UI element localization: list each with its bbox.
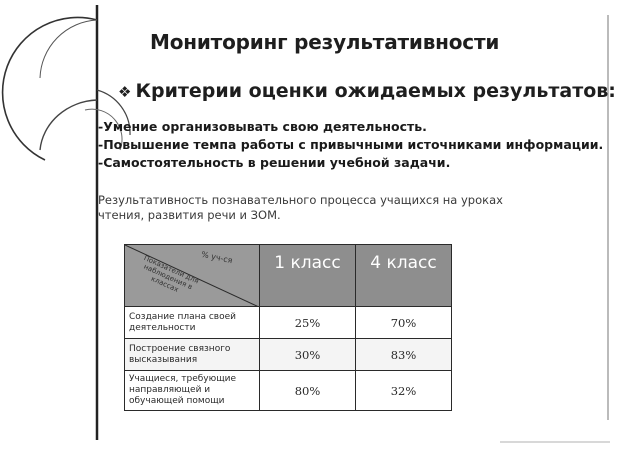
value-cell: 80% — [260, 371, 356, 411]
subtitle-text: Критерии оценки ожидаемых результатов: — [135, 80, 616, 102]
table-corner-cell — [125, 245, 260, 307]
column-header-class-1: 1 класс — [260, 245, 356, 307]
column-header-class-4: 4 класс — [356, 245, 452, 307]
value-cell: 30% — [260, 339, 356, 371]
table-header-row — [125, 245, 452, 307]
criteria-item: -Повышение темпа работы с привычными источниками информации. — [98, 137, 604, 152]
slide-title: Мониторинг результативности — [150, 30, 500, 54]
row-label: Учащиеся, требующие направляющей и обучающей помощи — [125, 371, 260, 411]
table-row — [125, 371, 452, 411]
value-cell: 32% — [356, 371, 452, 411]
description-text: Результативность познавательного процесса учащихся на уроках чтения, развития речи и ЗОМ. — [98, 193, 503, 222]
criteria-item: -Самостоятельность в решении учебной задачи. — [98, 155, 451, 170]
slide-subtitle — [118, 80, 616, 102]
corner-label-indicators: Показатели для наблюдения в классах — [142, 253, 200, 294]
value-cell: 70% — [356, 307, 452, 339]
diamond-bullet-icon: ❖ — [118, 83, 132, 101]
table-row — [125, 307, 452, 339]
results-table — [124, 244, 452, 411]
corner-label-students: % уч-ся — [200, 249, 234, 266]
value-cell: 25% — [260, 307, 356, 339]
value-cell: 83% — [356, 339, 452, 371]
criteria-list — [98, 118, 604, 172]
row-label: Создание плана своей деятельности — [125, 307, 260, 339]
row-label: Построение связного высказывания — [125, 339, 260, 371]
criteria-item: -Умение организовывать свою деятельность. — [98, 119, 427, 134]
table-row — [125, 339, 452, 371]
